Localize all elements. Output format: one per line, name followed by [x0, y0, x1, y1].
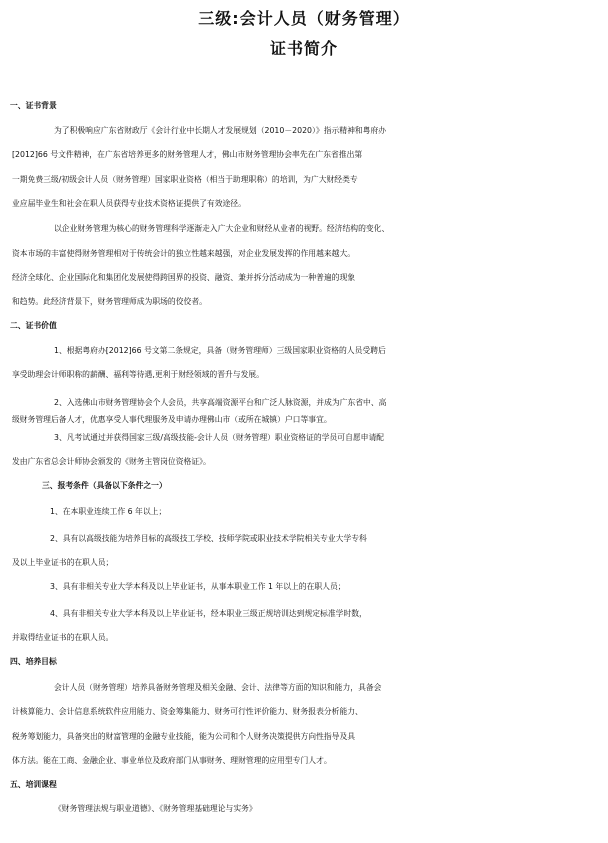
section-heading: 三、报考条件（具备以下条件之一）: [42, 481, 167, 490]
section-heading: 五、培训课程: [10, 780, 57, 789]
body-text-line: 会计人员（财务管理）培养具备财务管理及相关金融、会计、法律等方面的知识和能力，具备会: [54, 683, 382, 692]
body-text-line: 税务筹划能力，具备突出的财富管理的金融专业技能，能为公司和个人财务决策提供方向性指导及具: [12, 732, 356, 741]
body-text-line: 及以上毕业证书的在职人员；: [12, 558, 114, 567]
section-heading: 四、培养目标: [10, 657, 57, 666]
body-text-line: 经济全球化、企业国际化和集团化发展使得跨国界的投资、融资、兼并拆分活动成为一种普遍的现象: [12, 273, 356, 282]
body-text-line: 并取得结业证书的在职人员。: [12, 633, 114, 642]
body-text-line: 计核算能力、会计信息系统软件应用能力、资金筹集能力、财务可行性评价能力、财务报表分析能力、: [12, 707, 363, 716]
body-text-line: 3、凡考试通过并获得国家三级/高级技能-会计人员（财务管理）职业资格证的学员可自愿申请配: [54, 433, 385, 442]
body-text-line: 一期免费三级/初级会计人员（财务管理）国家职业资格（相当于助理职称）的培训，为广大财经类专: [12, 175, 358, 184]
body-text-line: 为了积极响应广东省财政厅《会计行业中长期人才发展规划（2010－2020）》指示精神和粤府办: [54, 126, 387, 135]
body-text-line: 业应届毕业生和社会在职人员获得专业技术资格证提供了有效途径。: [12, 199, 246, 208]
body-text-line: 资本市场的丰富使得财务管理相对于传统会计的独立性越来越强，对企业发展发挥的作用越来越大。: [12, 249, 356, 258]
body-text-line: 发由广东省总会计师协会颁发的《财务主管岗位资格证》。: [12, 457, 211, 466]
body-text-line: 和趋势。此经济背景下，财务管理师成为职场的佼佼者。: [12, 297, 207, 306]
section-heading: 二、证书价值: [10, 321, 57, 330]
body-text-line: 1、在本职业连续工作 6 年以上；: [50, 507, 167, 516]
body-text-line: [2012]66 号文件精神，在广东省培养更多的财务管理人才，佛山市财务管理协会率先在广东省推出第: [12, 150, 363, 159]
body-text-line: 4、具有非相关专业大学本科及以上毕业证书，经本职业三级正规培训达到规定标准学时数，: [50, 609, 367, 618]
body-text-line: 3、具有非相关专业大学本科及以上毕业证书，从事本职业工作 1 年以上的在职人员；: [50, 582, 346, 591]
body-text-line: 2、入选佛山市财务管理协会个人会员，共享高端资源平台和广泛人脉资源，并成为广东省中、高: [54, 398, 387, 407]
body-text-line: 级财务管理后备人才，优惠享受人事代理服务及申请办理佛山市（或所在城镇）户口等事宜。: [12, 415, 332, 424]
section-heading: 一、证书背景: [10, 101, 57, 110]
body-text-line: 《财务管理法规与职业道德》、《财务管理基础理论与实务》: [54, 804, 257, 813]
body-text-line: 享受助理会计师职称的薪酬、福利等待遇,更利于财经领域的晋升与发展。: [12, 370, 264, 379]
body-text-line: 1、根据粤府办[2012]66 号文第二条规定，具备（财务管理师）三级国家职业资格的人员受聘后: [54, 346, 386, 355]
document-title: 三级:会计人员（财务管理）: [198, 9, 410, 28]
body-text-line: 2、具有以高级技能为培养目标的高级技工学校、技师学院或职业技术学院相关专业大学专科: [50, 534, 367, 543]
document-subtitle: 证书简介: [269, 39, 338, 58]
body-text-line: 以企业财务管理为核心的财务管理科学逐渐走入广大企业和财经从业者的视野。经济结构的变化、: [54, 224, 390, 233]
body-text-line: 体方法。能在工商、金融企业、事业单位及政府部门从事财务、理财管理的应用型专门人才。: [12, 756, 332, 765]
